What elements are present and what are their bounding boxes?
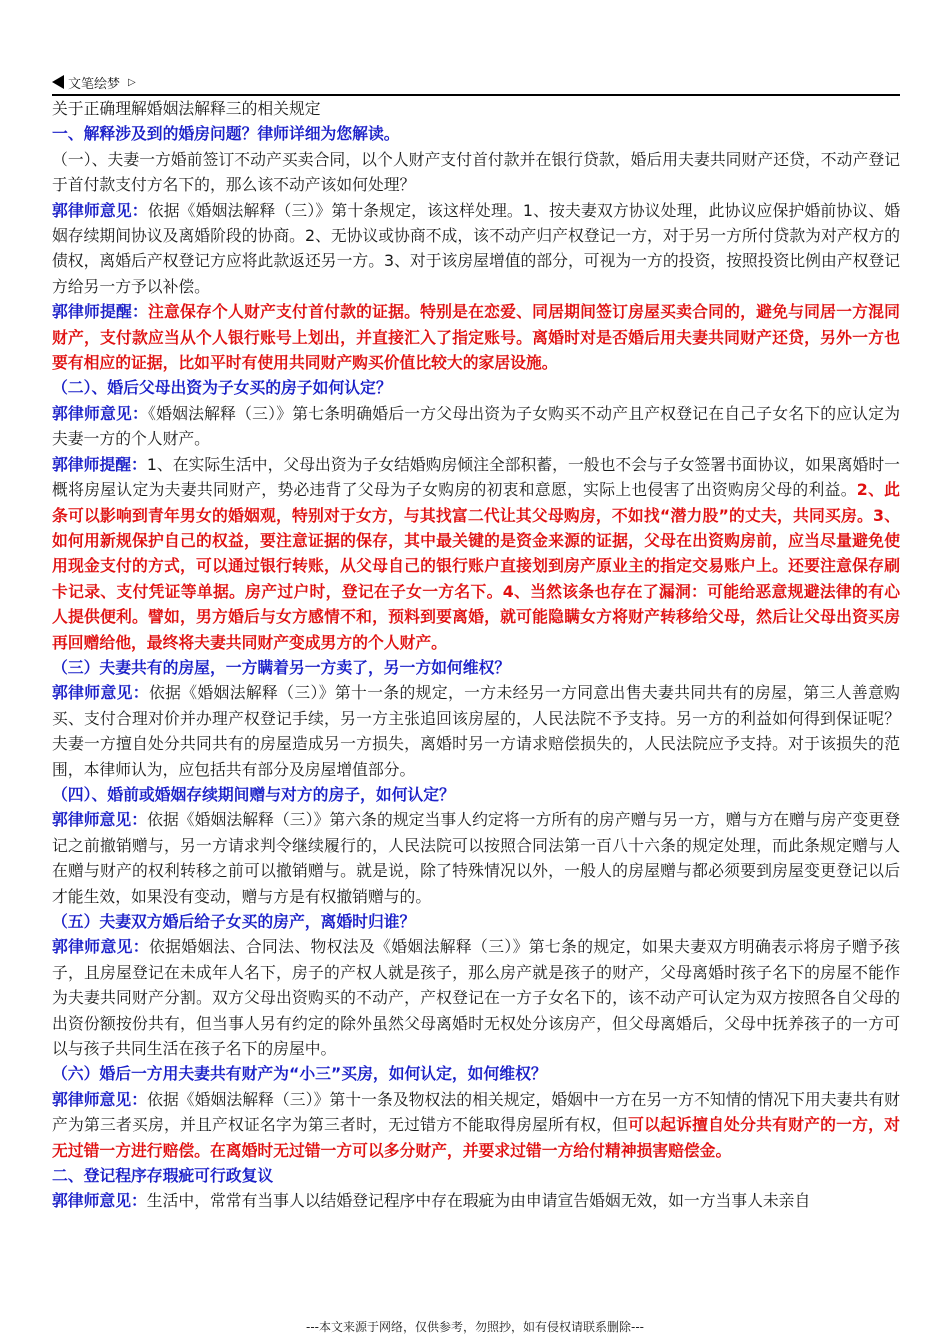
subheading-text: （三）夫妻共有的房屋，一方瞒着另一方卖了，另一方如何维权？ [52,657,511,677]
opinion-paragraph [52,401,900,452]
opinion-paragraph [52,807,900,909]
reminder-paragraph [52,452,900,655]
subsection-heading [52,1061,900,1086]
heading-text: 二、登记程序存瑕疵可行政复议 [52,1166,274,1186]
paragraph-text: 依据婚姻法、合同法、物权法及《婚姻法解释（三）》第七条的规定，如果夫妻双方明确表示将房子赠予孩子，且房屋登记在未成年人名下，房子的产权人就是孩子，那么房产就是孩子的财产，父母离婚时孩子名下的房屋不能作为夫妻共同财产分割。双方父母出资购买的不动产，产权登记在一方子女名下的，该不动产可认定为双方按照各自父母的出资份额按份共有，但当事人另有约定的除外虽然父母离婚时无权处分该房产，但父母离婚后，父母中抚养孩子的一方可以与孩子共同生活在孩子名下的房屋中。 [52,937,900,1059]
paragraph-text: 依据《婚姻法解释（三）》第十条规定，该这样处理。1、按夫妻双方协议处理，此协议应保护婚前协议、婚姻存续期间协议及离婚阶段的协商。2、无协议或协商不成，该不动产归产权登记一方，对于另一方所付贷款为对产权方的债权，离婚后产权登记方应将此款返还另一方。3、对于该房屋增值的部分，可视为一方的投资，按照投资比例由产权登记方给另一方予以补偿。 [52,200,900,296]
lawyer-label: 郭律师提醒： [52,302,149,322]
heading-text: 一、解释涉及到的婚房问题？律师详细为您解读。 [52,124,400,144]
sections-container [52,121,900,1213]
lawyer-label: 郭律师意见： [52,1089,148,1109]
right-triangle-icon: ▷ [128,76,136,88]
document-body [52,96,900,1214]
opinion-paragraph [52,198,900,300]
opinion-paragraph [52,1087,900,1163]
lawyer-label: 郭律师提醒： [52,454,147,474]
paragraph-text: 1、在实际生活中，父母出资为子女结婚购房倾注全部积蓄，一般也不会与子女签署书面协议，如果离婚时一概将房屋认定为夫妻共同财产，势必违背了父母为子女购房的初衷和意愿，实际上也侵害了出资购房父母的利益。 [52,454,900,500]
highlight-text: 注意保存个人财产支付首付款的证据。特别是在恋爱、同居期间签订房屋买卖合同的，避免与同居一方混同财产，支付款应当从个人银行账号上划出，并直接汇入了指定账号。离婚时对是否婚后用夫妻共同财产还贷，另外一方也要有相应的证据，比如平时有使用共同财产购买价值比较大的家居设施。 [52,302,900,373]
lawyer-label: 郭律师意见： [52,683,149,703]
subsection-heading [52,375,900,400]
opinion-paragraph [52,934,900,1061]
opinion-paragraph [52,1188,900,1213]
lawyer-label: 郭律师意见： [52,1191,147,1211]
subheading-text: （四）、婚前或婚姻存续期间赠与对方的房子，如何认定？ [52,784,455,804]
reminder-paragraph [52,299,900,375]
lawyer-label: 郭律师意见： [52,937,149,957]
section-heading [52,1163,900,1188]
left-triangle-icon [52,75,64,89]
subheading-text: （六）婚后一方用夫妻共有财产为“小三”买房，如何认定，如何维权？ [52,1064,547,1084]
header-brand: 文笔绘梦 [68,76,121,92]
paragraph-text: 依据《婚姻法解释（三）》第十一条及物权法的相关规定，婚姻中一方在另一方不知情的情况下用夫妻共有财产为第三者买房，并且产权证名字为第三者时，无过错方不能取得房屋所有权，但 [52,1089,900,1135]
subheading-text: （二）、婚后父母出资为子女买的房子如何认定？ [52,378,392,398]
question-paragraph: （一）、夫妻一方婚前签订不动产买卖合同，以个人财产支付首付款并在银行贷款，婚后用夫妻共同财产还贷，不动产登记于首付款支付方名下的，那么该不动产该如何处理？ [52,149,900,195]
doc-title: 关于正确理解婚姻法解释三的相关规定 [52,99,321,118]
lawyer-label: 郭律师意见： [52,810,148,830]
lawyer-label: 郭律师意见： [52,200,148,220]
highlight-text: 2、此条可以影响到青年男女的婚姻观，特别对于女方，与其找富二代让其父母购房，不如找“潜力股”的丈夫，共同买房。3、如何用新规保护自己的权益，要注意证据的保存，其中最关键的是资金来源的证据，父母在出资购房前，应当尽量避免使用现金支付的方式，可以通过银行转账，从父母自己的银行账户直接划到房产原业主的指定交易账户上。还要注意保存刷卡记录、支付凭证等单据。房产过户时，登记在子女一方名下。4、当然该条也存在了漏洞：可能给恶意规避法律的有心人提供便利。譬如，男方婚后与女方感情不和，预料到要离婚，就可能隐瞒女方将财产转移给父母，然后让父母出资买房再回赠给他，最终将夫妻共同财产变成男方的个人财产。 [52,480,900,652]
paragraph-text: 生活中，常常有当事人以结婚登记程序中存在瑕疵为由申请宣告婚姻无效，如一方当事人未亲自 [146,1191,811,1211]
opinion-paragraph [52,680,900,782]
highlight-text: 可以起诉擅自处分共有财产的一方，对无过错一方进行赔偿。在离婚时无过错一方可以多分财产，并要求过错一方给付精神损害赔偿金。 [52,1115,900,1160]
paragraph-text: 依据《婚姻法解释（三）》第六条的规定当事人约定将一方所有的房产赠与另一方，赠与方在赠与房产变更登记之前撤销赠与，另一方请求判令继续履行的，人民法院可以按照合同法第一百八十六条的规定处理，而此条规定赠与人在赠与财产的权利转移之前可以撤销赠与。就是说，除了特殊情况以外，一般人的房屋赠与都必须要到房屋变更登记以后才能生效，如果没有变动，赠与方是有权撤销赠与的。 [52,810,900,906]
document-page [52,70,900,1214]
paragraph-text: 依据《婚姻法解释（三）》第十一条的规定，一方未经另一方同意出售夫妻共同共有的房屋，第三人善意购买、支付合理对价并办理产权登记手续，另一方主张追回该房屋的，人民法院不予支持。另一方的利益如何得到保证呢？夫妻一方擅自处分共同共有的房屋造成另一方损失，离婚时另一方请求赔偿损失的，人民法院应予支持。对于该损失的范围，本律师认为，应包括共有部分及房屋增值部分。 [52,683,900,779]
subsection-heading [52,655,900,680]
paragraph-text: 《婚姻法解释（三）》第七条明确婚后一方父母出资为子女购买不动产且产权登记在自己子女名下的应认定为夫妻一方的个人财产。 [52,403,900,449]
subheading-text: （五）夫妻双方婚后给子女买的房产，离婚时归谁？ [52,912,416,931]
document-header [52,70,900,96]
lawyer-label: 郭律师意见： [52,403,148,423]
subsection-heading [52,782,900,807]
subsection-heading [52,909,900,934]
footer-note: ---本文来源于网络，仅供参考，勿照抄，如有侵权请联系删除--- [306,1320,644,1334]
section-heading [52,121,900,146]
